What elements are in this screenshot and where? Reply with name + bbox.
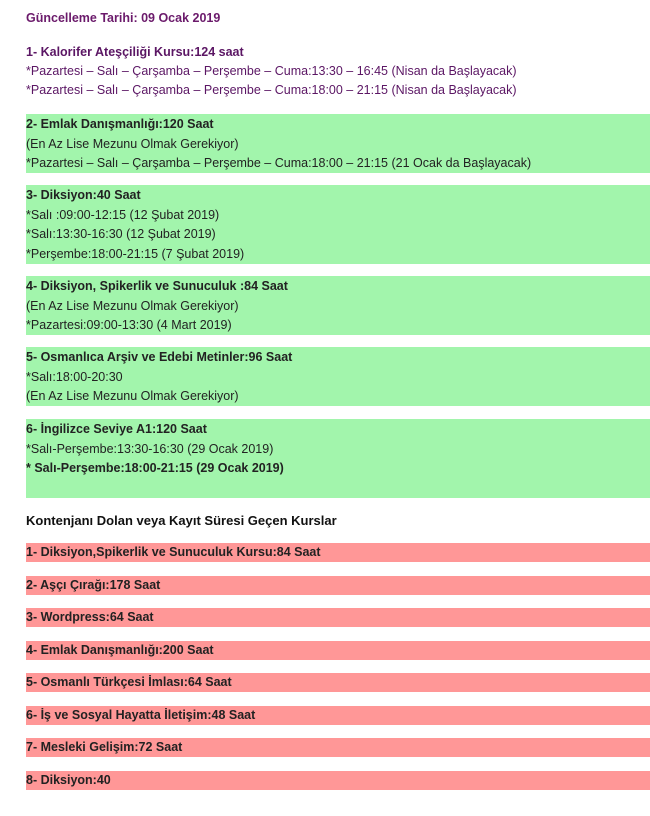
course-1	[26, 43, 646, 100]
full-course-item: 4- Emlak Danışmanlığı:200 Saat	[26, 641, 650, 660]
course-line: *Pazartesi – Salı – Çarşamba – Perşembe – Cuma:13:30 – 16:45 (Nisan da Başlayacak)	[26, 64, 517, 78]
course-title: 6- İngilizce Seviye A1:120 Saat	[26, 422, 207, 436]
course-line: *Pazartesi – Salı – Çarşamba – Perşembe – Cuma:18:00 – 21:15 (21 Ocak da Başlayacak)	[26, 156, 532, 170]
course-3	[26, 185, 650, 264]
course-line: *Perşembe:18:00-21:15 (7 Şubat 2019)	[26, 246, 245, 261]
course-title: 4- Diksiyon, Spikerlik ve Sunuculuk :84 Saat	[26, 279, 288, 293]
full-course-item: 3- Wordpress:64 Saat	[26, 608, 650, 627]
course-line: * Salı-Perşembe:18:00-21:15 (29 Ocak 2019)	[26, 461, 284, 475]
full-course-item: 6- İş ve Sosyal Hayatta İletişim:48 Saat	[26, 706, 650, 725]
course-line: *Salı :09:00-12:15 (12 Şubat 2019)	[26, 207, 220, 222]
course-4	[26, 276, 650, 335]
course-title: 2- Emlak Danışmanlığı:120 Saat	[26, 117, 214, 131]
full-courses-heading: Kontenjanı Dolan veya Kayıt Süresi Geçen Kurslar	[26, 513, 337, 528]
course-line: *Salı:18:00-20:30	[26, 369, 123, 384]
course-title: 1- Kalorifer Ateşçiliği Kursu:124 saat	[26, 45, 244, 59]
course-line: *Pazartesi:09:00-13:30 (4 Mart 2019)	[26, 318, 232, 332]
full-course-item: 7- Mesleki Gelişim:72 Saat	[26, 738, 650, 757]
course-line: (En Az Lise Mezunu Olmak Gerekiyor)	[26, 389, 239, 403]
update-date: Güncelleme Tarihi: 09 Ocak 2019	[26, 11, 221, 25]
course-line: (En Az Lise Mezunu Olmak Gerekiyor)	[26, 136, 239, 151]
course-line: *Salı-Perşembe:13:30-16:30 (29 Ocak 2019)	[26, 441, 274, 456]
full-course-item: 1- Diksiyon,Spikerlik ve Sunuculuk Kursu:84 Saat	[26, 543, 650, 562]
full-course-item: 2- Aşçı Çırağı:178 Saat	[26, 576, 650, 595]
course-line: *Salı:13:30-16:30 (12 Şubat 2019)	[26, 227, 216, 241]
course-line: *Pazartesi – Salı – Çarşamba – Perşembe – Cuma:18:00 – 21:15 (Nisan da Başlayacak)	[26, 83, 517, 97]
course-2	[26, 114, 650, 173]
course-5	[26, 347, 650, 406]
course-title: 3- Diksiyon:40 Saat	[26, 188, 141, 202]
full-course-item: 8- Diksiyon:40	[26, 771, 650, 790]
full-course-item: 5- Osmanlı Türkçesi İmlası:64 Saat	[26, 673, 650, 692]
course-line: (En Az Lise Mezunu Olmak Gerekiyor)	[26, 298, 239, 313]
course-6	[26, 419, 650, 498]
course-title: 5- Osmanlıca Arşiv ve Edebi Metinler:96 Saat	[26, 350, 293, 364]
